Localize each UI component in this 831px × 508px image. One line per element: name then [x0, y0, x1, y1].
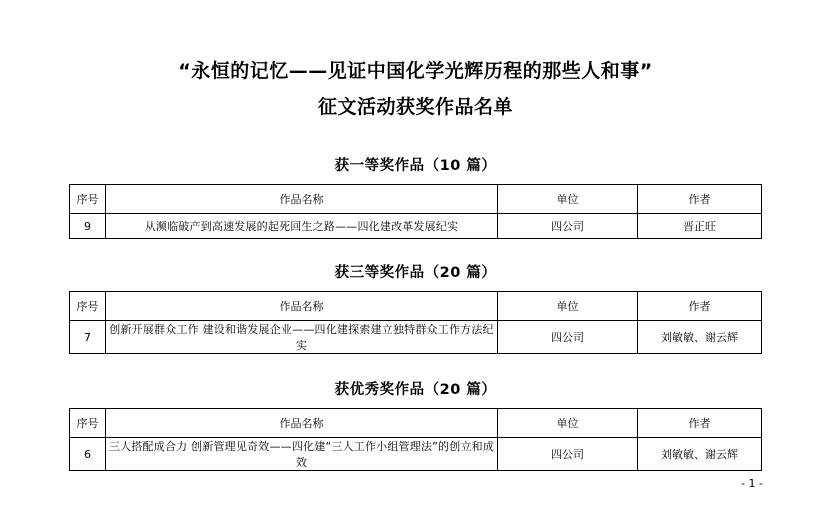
column-header-work-title: 作品名称 — [106, 292, 498, 321]
column-header-author: 作者 — [638, 409, 762, 438]
cell-unit: 四公司 — [498, 214, 638, 239]
award-table-excellence-prize — [69, 408, 762, 471]
cell-author: 刘敏敏、谢云辉 — [638, 438, 762, 471]
cell-work-title: 创新开展群众工作 建设和谐发展企业——四化建探索建立独特群众工作方法纪实 — [106, 321, 498, 354]
section-heading-excellence-prize: 获优秀奖作品（20 篇） — [334, 382, 497, 398]
award-table-third-prize — [69, 291, 762, 354]
cell-unit: 四公司 — [498, 321, 638, 354]
section-heading-third-prize: 获三等奖作品（20 篇） — [334, 265, 497, 281]
page-title-line-2: 征文活动获奖作品名单 — [317, 96, 513, 118]
table-header-row — [70, 292, 762, 321]
column-header-unit: 单位 — [498, 409, 638, 438]
column-header-no: 序号 — [70, 185, 106, 214]
cell-work-title: 三人搭配成合力 创新管理见奇效——四化建“三人工作小组管理法”的创立和成效 — [106, 438, 498, 471]
column-header-author: 作者 — [638, 292, 762, 321]
cell-no: 9 — [70, 214, 106, 239]
table-header-row — [70, 409, 762, 438]
cell-no: 6 — [70, 438, 106, 471]
column-header-work-title: 作品名称 — [106, 409, 498, 438]
column-header-work-title: 作品名称 — [106, 185, 498, 214]
column-header-unit: 单位 — [498, 185, 638, 214]
cell-unit: 四公司 — [498, 438, 638, 471]
cell-author: 晋正旺 — [638, 214, 762, 239]
table-row — [70, 321, 762, 354]
column-header-no: 序号 — [70, 292, 106, 321]
page-number: - 1 - — [741, 477, 763, 490]
table-row — [70, 438, 762, 471]
award-table-first-prize — [69, 184, 762, 239]
cell-no: 7 — [70, 321, 106, 354]
column-header-no: 序号 — [70, 409, 106, 438]
cell-work-title: 从濒临破产到高速发展的起死回生之路——四化建改革发展纪实 — [106, 214, 498, 239]
cell-author: 刘敏敏、谢云辉 — [638, 321, 762, 354]
section-heading-first-prize: 获一等奖作品（10 篇） — [334, 158, 497, 174]
column-header-author: 作者 — [638, 185, 762, 214]
page-title-line-1: “永恒的记忆——见证中国化学光辉历程的那些人和事” — [178, 60, 653, 82]
table-row — [70, 214, 762, 239]
column-header-unit: 单位 — [498, 292, 638, 321]
table-header-row — [70, 185, 762, 214]
